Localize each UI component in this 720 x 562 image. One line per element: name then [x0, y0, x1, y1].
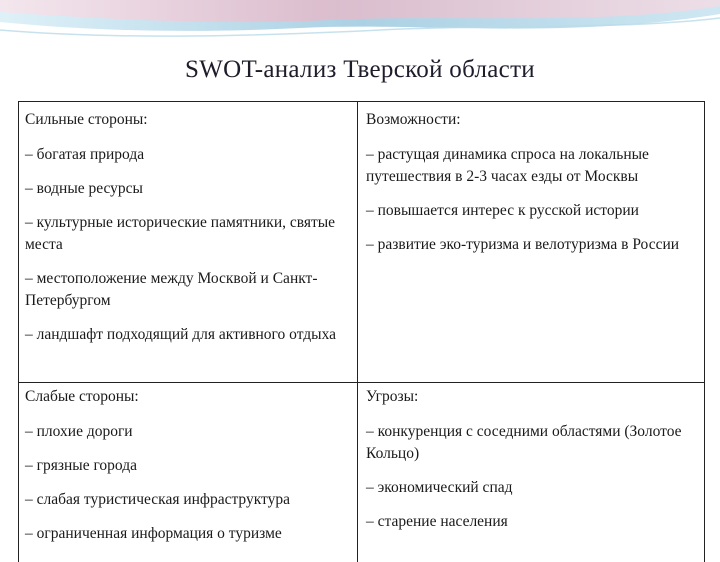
strengths-item: – местоположение между Москвой и Санкт-Петербургом: [25, 270, 318, 309]
threats-item: – конкуренция с соседними областями (Золотое Кольцо): [366, 423, 682, 462]
opportunities-item: – развитие эко-туризма и велотуризма в России: [366, 236, 680, 253]
weaknesses-cell: [25, 386, 350, 557]
opportunities-cell: [366, 109, 696, 268]
strengths-item: – водные ресурсы: [25, 180, 143, 197]
opportunities-item: – повышается интерес к русской истории: [366, 202, 639, 219]
page-title: SWOT-анализ Тверской области: [185, 56, 535, 83]
threats-cell: [366, 386, 696, 545]
strengths-item: – богатая природа: [25, 146, 145, 163]
strengths-cell: [25, 109, 350, 346]
strengths-item: – культурные исторические памятники, святые места: [25, 214, 336, 253]
weaknesses-item: – слабая туристическая инфраструктура: [25, 491, 290, 508]
threats-item: – старение населения: [366, 513, 508, 530]
weaknesses-header: Слабые стороны:: [25, 388, 139, 405]
threats-header: Угрозы:: [366, 388, 419, 405]
opportunities-item: – растущая динамика спроса на локальные путешествия в 2-3 часах езды от Москвы: [366, 146, 649, 185]
strengths-item: – ландшафт подходящий для активного отдыха: [25, 326, 336, 343]
row-divider: [19, 382, 704, 383]
weaknesses-item: – плохие дороги: [25, 423, 133, 440]
decorative-header-swoosh: [0, 0, 720, 48]
strengths-header: Сильные стороны:: [25, 111, 148, 128]
threats-item: – экономический спад: [366, 479, 513, 496]
opportunities-header: Возможности:: [366, 111, 461, 128]
weaknesses-item: – ограниченная информация о туризме: [25, 525, 282, 542]
weaknesses-item: – грязные города: [25, 457, 137, 474]
swot-table: [18, 101, 705, 562]
column-divider: [357, 102, 358, 562]
